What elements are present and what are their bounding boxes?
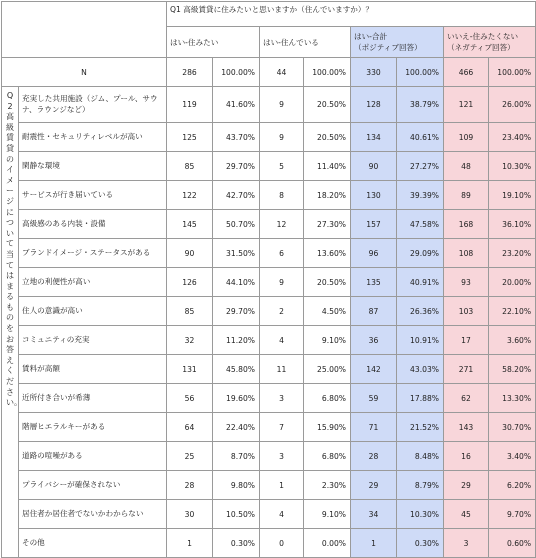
table-row [2,123,536,152]
percent-cell: 38.79% [397,87,444,123]
count-cell: 48 [444,152,489,181]
group-header-yes-want: はい-住みたい [167,27,260,58]
count-cell: 12 [260,210,304,239]
count-cell: 121 [444,87,489,123]
row-label: 近所付き合いが希薄 [19,384,167,413]
count-cell: 90 [351,152,397,181]
count-cell: 4 [260,500,304,529]
count-cell: 89 [444,181,489,210]
table-row [2,413,536,442]
percent-cell: 0.00% [304,529,351,558]
count-cell: 1 [351,529,397,558]
count-cell: 71 [351,413,397,442]
count-cell: 119 [167,87,213,123]
row-label: 耐震性・セキュリティレベルが高い [19,123,167,152]
percent-cell: 27.27% [397,152,444,181]
percent-cell: 19.60% [213,384,260,413]
table-row [2,442,536,471]
count-cell: 45 [444,500,489,529]
count-cell: 8 [260,181,304,210]
percent-cell: 36.10% [489,210,536,239]
table-row [2,152,536,181]
count-cell: 130 [351,181,397,210]
count-cell: 28 [351,442,397,471]
row-label: 階層ヒエラルキーがある [19,413,167,442]
count-cell: 3 [444,529,489,558]
count-cell: 17 [444,326,489,355]
row-label: 住人の意識が高い [19,297,167,326]
percent-cell: 23.20% [489,239,536,268]
percent-cell: 47.58% [397,210,444,239]
percent-cell: 44.10% [213,268,260,297]
count-cell: 3 [260,442,304,471]
percent-cell: 43.03% [397,355,444,384]
count-cell: 145 [167,210,213,239]
percent-cell: 39.39% [397,181,444,210]
table-row [2,210,536,239]
percent-cell: 3.40% [489,442,536,471]
percent-cell: 41.60% [213,87,260,123]
percent-cell: 13.60% [304,239,351,268]
group-header-positive-total: はい-合計 （ポジティブ回答） [351,27,444,58]
count-cell: 109 [444,123,489,152]
row-label: 立地の利便性が高い [19,268,167,297]
row-label: プライバシーが確保されない [19,471,167,500]
percent-cell: 17.88% [397,384,444,413]
percent-cell: 4.50% [304,297,351,326]
count-cell: 85 [167,297,213,326]
percent-cell: 30.70% [489,413,536,442]
count-cell: 9 [260,123,304,152]
count-cell: 271 [444,355,489,384]
percent-cell: 9.10% [304,326,351,355]
n-percent: 100.00% [213,58,260,87]
percent-cell: 31.50% [213,239,260,268]
row-label: 閑静な環境 [19,152,167,181]
count-cell: 122 [167,181,213,210]
percent-cell: 13.30% [489,384,536,413]
percent-cell: 43.70% [213,123,260,152]
percent-cell: 10.30% [397,500,444,529]
percent-cell: 22.40% [213,413,260,442]
percent-cell: 0.30% [397,529,444,558]
count-cell: 59 [351,384,397,413]
percent-cell: 19.10% [489,181,536,210]
n-percent: 100.00% [304,58,351,87]
percent-cell: 10.50% [213,500,260,529]
count-cell: 16 [444,442,489,471]
count-cell: 143 [444,413,489,442]
count-cell: 3 [260,384,304,413]
n-row [2,58,536,87]
row-label: 道路の喧噪がある [19,442,167,471]
percent-cell: 15.90% [304,413,351,442]
count-cell: 93 [444,268,489,297]
count-cell: 9 [260,268,304,297]
count-cell: 131 [167,355,213,384]
percent-cell: 20.50% [304,268,351,297]
row-label: 高級感のある内装・設備 [19,210,167,239]
count-cell: 128 [351,87,397,123]
percent-cell: 40.61% [397,123,444,152]
count-cell: 157 [351,210,397,239]
count-cell: 11 [260,355,304,384]
table-row [2,500,536,529]
count-cell: 96 [351,239,397,268]
survey-table [1,1,536,558]
count-cell: 29 [351,471,397,500]
percent-cell: 8.70% [213,442,260,471]
percent-cell: 26.00% [489,87,536,123]
count-cell: 25 [167,442,213,471]
q1-title: Q1 高級賃貸に住みたいと思いますか（住んでいますか）？ [167,2,536,27]
count-cell: 1 [260,471,304,500]
table-row [2,326,536,355]
n-value: 466 [444,58,489,87]
table-row [2,181,536,210]
group-header-yes-live: はい-住んでいる [260,27,351,58]
percent-cell: 3.60% [489,326,536,355]
percent-cell: 26.36% [397,297,444,326]
count-cell: 126 [167,268,213,297]
count-cell: 103 [444,297,489,326]
group-header-negative: いいえ-住みたくない （ネガティブ回答） [444,27,536,58]
count-cell: 36 [351,326,397,355]
row-label: コミュニティの充実 [19,326,167,355]
corner-cell [2,2,167,58]
percent-cell: 6.80% [304,384,351,413]
count-cell: 56 [167,384,213,413]
percent-cell: 40.91% [397,268,444,297]
percent-cell: 11.20% [213,326,260,355]
count-cell: 135 [351,268,397,297]
percent-cell: 20.50% [304,87,351,123]
row-label: 居住者か居住者でないかわからない [19,500,167,529]
n-value: 330 [351,58,397,87]
n-percent: 100.00% [489,58,536,87]
row-label: ブランドイメージ・ステータスがある [19,239,167,268]
percent-cell: 2.30% [304,471,351,500]
count-cell: 87 [351,297,397,326]
count-cell: 6 [260,239,304,268]
n-label: N [2,58,167,87]
percent-cell: 8.48% [397,442,444,471]
table-row [2,471,536,500]
row-label: 充実した共用施設（ジム、プール、サウナ、ラウンジなど） [19,87,167,123]
percent-cell: 45.80% [213,355,260,384]
percent-cell: 0.60% [489,529,536,558]
row-label: 賃料が高額 [19,355,167,384]
table-row [2,87,536,123]
n-value: 44 [260,58,304,87]
percent-cell: 0.30% [213,529,260,558]
count-cell: 108 [444,239,489,268]
percent-cell: 42.70% [213,181,260,210]
percent-cell: 9.10% [304,500,351,529]
count-cell: 85 [167,152,213,181]
percent-cell: 29.09% [397,239,444,268]
count-cell: 7 [260,413,304,442]
table-row [2,297,536,326]
count-cell: 134 [351,123,397,152]
percent-cell: 18.20% [304,181,351,210]
percent-cell: 11.40% [304,152,351,181]
percent-cell: 10.91% [397,326,444,355]
percent-cell: 20.50% [304,123,351,152]
percent-cell: 27.30% [304,210,351,239]
q2-title: Q2 高級賃貸のイメージについて当てはまるものをお答えください。 [2,87,19,558]
table-row [2,529,536,558]
n-value: 286 [167,58,213,87]
count-cell: 9 [260,87,304,123]
count-cell: 62 [444,384,489,413]
percent-cell: 9.80% [213,471,260,500]
percent-cell: 21.52% [397,413,444,442]
count-cell: 29 [444,471,489,500]
count-cell: 2 [260,297,304,326]
table-row [2,384,536,413]
percent-cell: 23.40% [489,123,536,152]
percent-cell: 10.30% [489,152,536,181]
percent-cell: 9.70% [489,500,536,529]
percent-cell: 8.79% [397,471,444,500]
count-cell: 28 [167,471,213,500]
percent-cell: 6.20% [489,471,536,500]
count-cell: 34 [351,500,397,529]
row-label: その他 [19,529,167,558]
count-cell: 90 [167,239,213,268]
count-cell: 32 [167,326,213,355]
count-cell: 168 [444,210,489,239]
count-cell: 30 [167,500,213,529]
percent-cell: 29.70% [213,152,260,181]
percent-cell: 6.80% [304,442,351,471]
count-cell: 4 [260,326,304,355]
table-row [2,355,536,384]
percent-cell: 50.70% [213,210,260,239]
count-cell: 125 [167,123,213,152]
count-cell: 142 [351,355,397,384]
percent-cell: 58.20% [489,355,536,384]
percent-cell: 25.00% [304,355,351,384]
count-cell: 64 [167,413,213,442]
percent-cell: 22.10% [489,297,536,326]
n-percent: 100.00% [397,58,444,87]
table-row [2,268,536,297]
percent-cell: 29.70% [213,297,260,326]
count-cell: 1 [167,529,213,558]
count-cell: 5 [260,152,304,181]
percent-cell: 20.00% [489,268,536,297]
row-label: サービスが行き届いている [19,181,167,210]
count-cell: 0 [260,529,304,558]
table-row [2,239,536,268]
